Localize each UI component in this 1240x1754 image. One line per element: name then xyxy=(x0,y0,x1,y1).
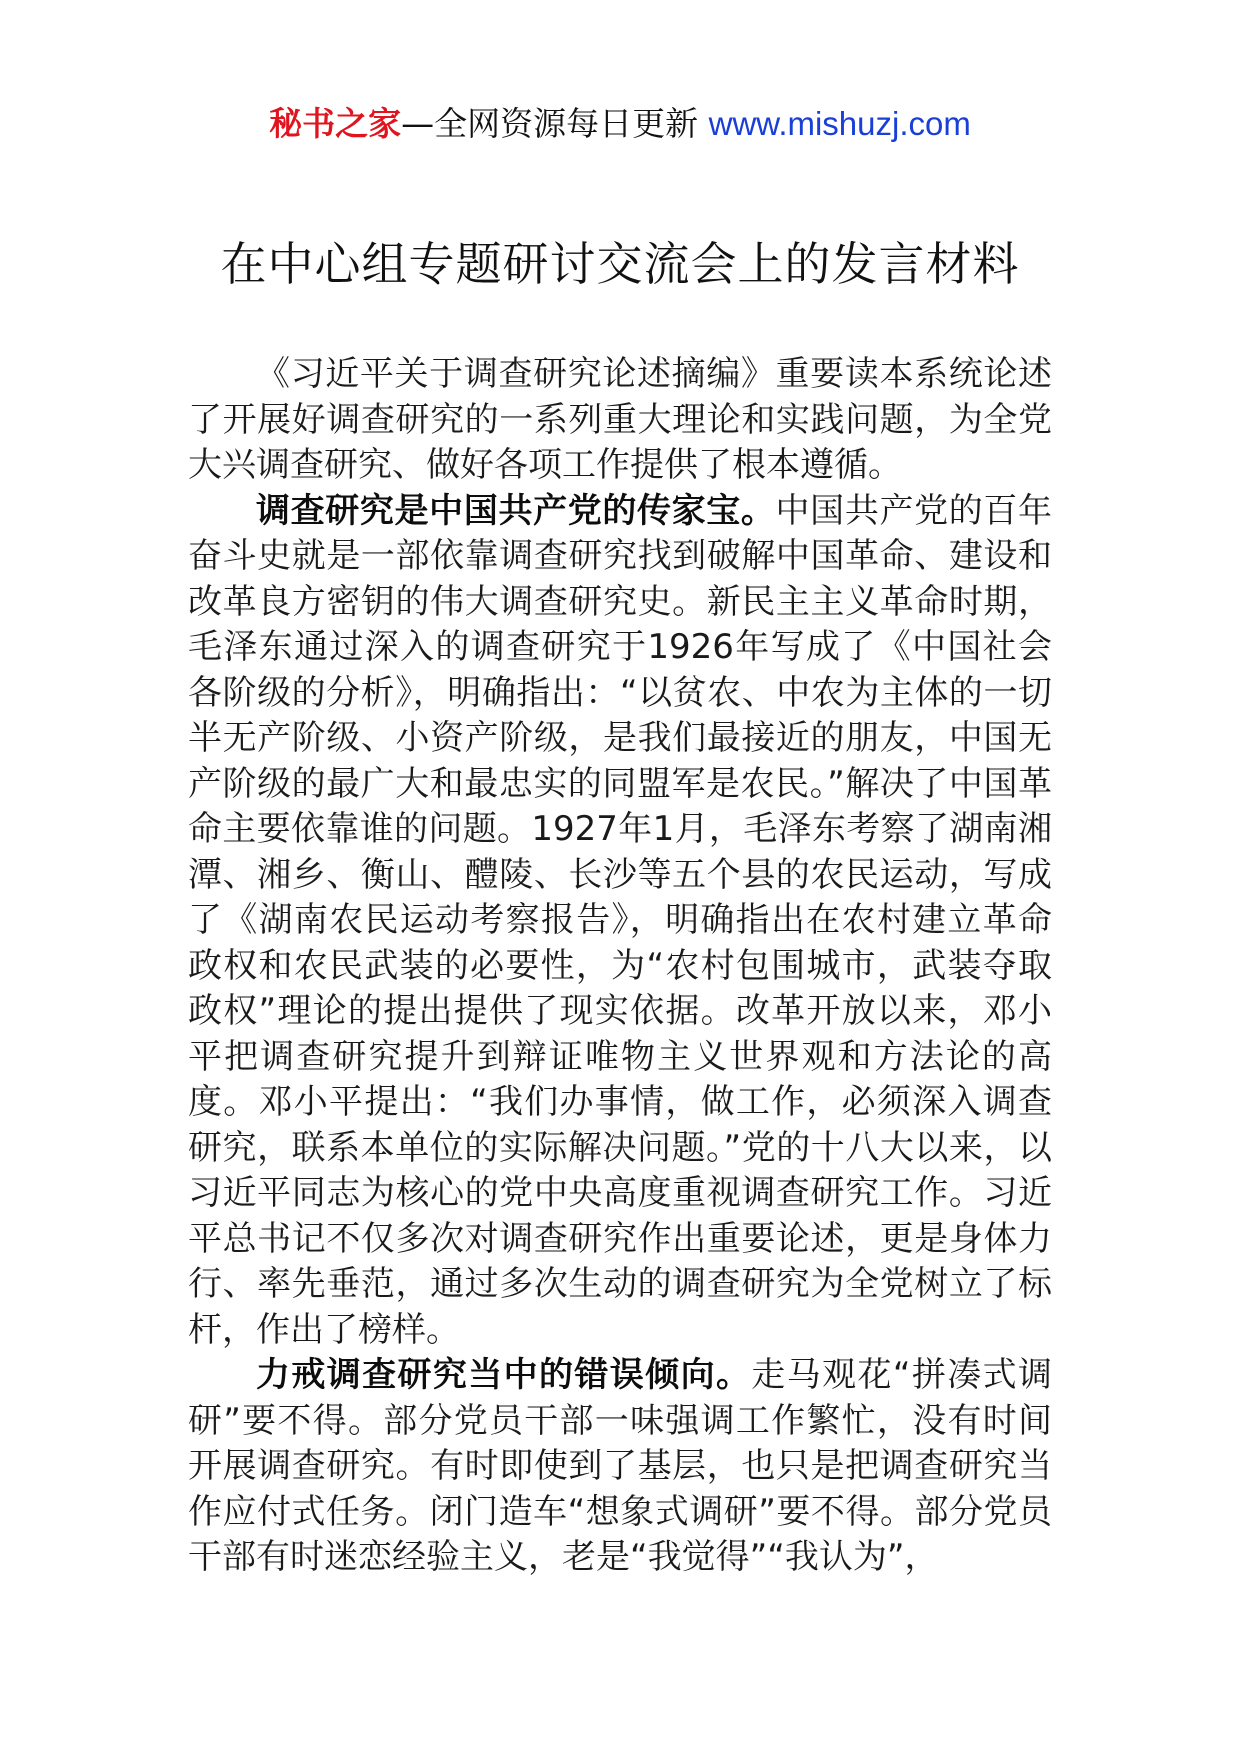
site-url-link[interactable]: www.mishuzj.com xyxy=(708,105,971,142)
paragraph-errors-heading: 力戒调查研究当中的错误倾向。 xyxy=(256,1355,752,1395)
paragraph-intro-text: 《习近平关于调查研究论述摘编》重要读本系统论述了开展好调查研究的一系列重大理论和实践问题，为全党大兴调查研究、做好各项工作提供了根本遵循。 xyxy=(188,354,1052,485)
paragraph-errors-text: 走马观花“拼凑式调研”要不得。部分党员干部一味强调工作繁忙，没有时间开展调查研究。有时即使到了基层，也只是把调查研究当作应付式任务。闭门造车“想象式调研”要不得。部分党员干部有时迷恋经验主义，老是“我觉得”“我认为”， xyxy=(188,1355,1053,1577)
brand-name: 秘书之家 xyxy=(269,104,402,143)
document-title: 在中心组专题研讨交流会上的发言材料 xyxy=(220,237,1020,291)
site-header xyxy=(0,100,1240,148)
header-tagline: —全网资源每日更新 xyxy=(401,104,699,143)
paragraph-tradition-text: 中国共产党的百年奋斗史就是一部依靠调查研究找到破解中国革命、建设和改革良方密钥的伟大调查研究史。新民主主义革命时期，毛泽东通过深入的调查研究于1926年写成了《中国社会各阶级的分析》，明确指出：“以贫农、中农为主体的一切半无产阶级、小资产阶级，是我们最接近的朋友，中国无产阶级的最广大和最忠实的同盟军是农民。”解决了中国革命主要依靠谁的问题。1927年1月，毛泽东考察了湖南湘潭、湘乡、衡山、醴陵、长沙等五个县的农民运动，写成了《湖南农民运动考察报告》，明确指出在农村建立革命政权和农民武装的必要性，为“农村包围城市，武装夺取政权”理论的提出提供了现实依据。改革开放以来，邓小平把调查研究提升到辩证唯物主义世界观和方法论的高度。邓小平提出：“我们办事情，做工作，必须深入调查研究，联系本单位的实际解决问题。”党的十八大以来，以习近平同志为核心的党中央高度重视调查研究工作。习近平总书记不仅多次对调查研究作出重要论述，更是身体力行、率先垂范，通过多次生动的调查研究为全党树立了标杆，作出了榜样。 xyxy=(188,490,1053,1350)
paragraph-intro xyxy=(188,352,1052,489)
paragraph-errors xyxy=(188,1353,1052,1581)
paragraph-tradition-heading: 调查研究是中国共产党的传家宝。 xyxy=(256,490,776,531)
paragraph-tradition xyxy=(188,489,1052,1354)
document-body xyxy=(188,352,1052,1581)
